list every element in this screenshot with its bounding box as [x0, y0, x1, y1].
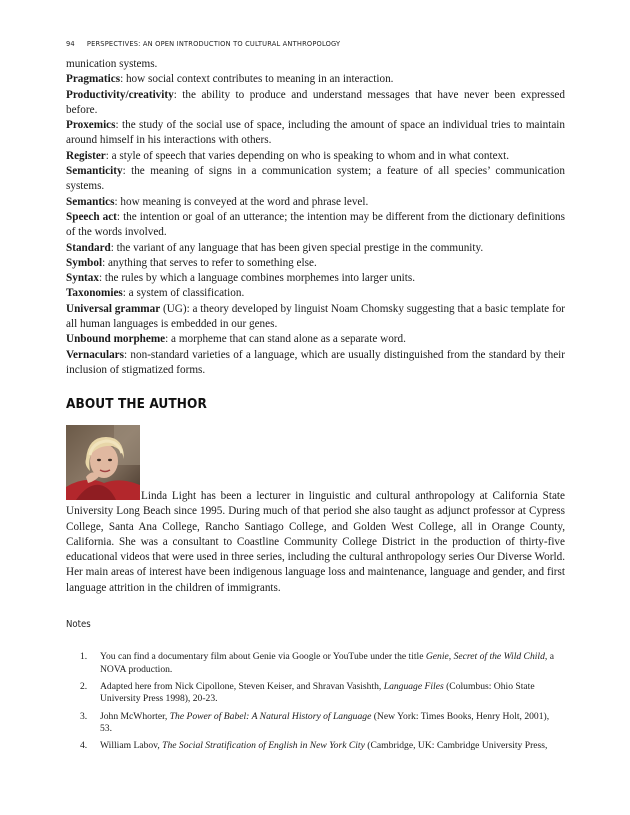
note-text: William Labov,: [100, 740, 163, 752]
note-item: [80, 651, 560, 676]
glossary-entry: [66, 302, 565, 333]
note-text: (New York: Times Books, Henry Holt, 2001), 53.: [100, 710, 550, 735]
glossary-definition: : the meaning of signs in a communication system; a feature of all species’ communication systems.: [66, 165, 565, 193]
glossary-list: [66, 57, 565, 378]
glossary-definition: : the ability to produce and understand messages that have never been expressed before.: [66, 88, 565, 116]
glossary-entry: [66, 271, 565, 286]
glossary-term: Universal grammar: [66, 302, 161, 315]
note-item: [80, 681, 560, 706]
glossary-definition: : the variant of any language that has been given special prestige in the community.: [110, 241, 484, 254]
glossary-entry: [66, 57, 565, 72]
about-author-heading: ABOUT THE AUTHOR: [66, 396, 207, 412]
notes-label: Notes: [66, 619, 91, 630]
note-title: The Power of Babel: A Natural History of Language: [169, 710, 372, 722]
glossary-term: Semantics: [66, 195, 115, 208]
glossary-term: Speech act: [66, 210, 117, 223]
glossary-entry: [66, 164, 565, 195]
glossary-entry: [66, 348, 565, 379]
note-title: The Social Stratification of English in New York City: [162, 740, 365, 752]
notes-list: [80, 651, 560, 758]
glossary-term: Pragmatics: [66, 73, 121, 86]
glossary-definition: : a style of speech that varies depending on who is speaking to whom and in what context.: [105, 149, 510, 162]
glossary-entry: [66, 256, 565, 271]
note-text: (Columbus: Ohio State University Press 1998), 20-23.: [100, 680, 535, 705]
note-text: You can find a documentary film about Genie via Google or YouTube under the title: [100, 651, 426, 662]
glossary-term: Semanticity: [66, 165, 123, 178]
glossary-term: Unbound morpheme: [66, 333, 166, 346]
glossary-entry: [66, 88, 565, 119]
page-number: 94: [66, 39, 75, 48]
glossary-definition: : the rules by which a language combines morphemes into larger units.: [98, 272, 416, 285]
note-title: Genie, Secret of the Wild Child: [425, 651, 545, 662]
author-bio: [66, 489, 565, 596]
glossary-definition: : the intention or goal of an utterance; the intention may be different from the dictionary definitions of the words involved.: [66, 210, 565, 239]
author-bio-text: Linda Light has been a lecturer in linguistic and cultural anthropology at California State University Long Beach since 1995. During much of that period she also taught as adjunct professor at Cypress College, Santa Ana College, Rancho Santiago College, and Golden West College, all in Orange County, California. She was a consultant to Coastline Community College District in the production of thirty-five educational videos that were used in three series, including the cultural anthropology series Our Diverse World. Her main areas of interest have been indigenous language loss and maintenance, language and gender, and first language attrition in the children of immigrants.: [66, 490, 565, 594]
note-text: , a NOVA production.: [100, 651, 554, 675]
glossary-entry: [66, 149, 565, 164]
glossary-entry: [66, 118, 565, 149]
glossary-entry: [66, 195, 565, 210]
glossary-definition: (UG): a theory developed by linguist Noam Chomsky suggesting that a basic template for all human languages is embedded in our genes.: [66, 302, 566, 331]
glossary-entry: [66, 210, 565, 241]
note-number: 2.: [80, 680, 88, 692]
note-text: John McWhorter,: [100, 710, 170, 722]
glossary-definition: munication systems.: [66, 58, 158, 70]
note-number: 3.: [80, 710, 88, 722]
glossary-term: Vernaculars: [66, 348, 125, 361]
glossary-term: Standard: [66, 241, 111, 254]
note-item: [80, 740, 560, 753]
glossary-term: Register: [66, 149, 106, 162]
running-head: [66, 39, 340, 48]
glossary-definition: : anything that serves to refer to something else.: [102, 256, 317, 269]
glossary-term: Proxemics: [66, 119, 116, 132]
glossary-term: Syntax: [66, 272, 99, 285]
glossary-entry: [66, 286, 565, 301]
note-text: (Cambridge, UK: Cambridge University Press,: [364, 740, 548, 752]
glossary-entry: [66, 332, 565, 347]
glossary-definition: : a morpheme that can stand alone as a separate word.: [165, 333, 406, 346]
glossary-definition: : the study of the social use of space, including the amount of space an individual tries to maintain around himself in his interactions with others.: [66, 119, 565, 147]
glossary-term: Symbol: [66, 256, 103, 269]
glossary-term: Productivity/creativity: [66, 88, 174, 101]
glossary-definition: : how meaning is conveyed at the word and phrase level.: [114, 195, 369, 208]
note-title: Language Files: [383, 680, 444, 692]
note-number: 1.: [80, 651, 88, 662]
book-title: PERSPECTIVES: AN OPEN INTRODUCTION TO CULTURAL ANTHROPOLOGY: [86, 39, 341, 48]
glossary-entry: [66, 241, 565, 256]
glossary-definition: : a system of classification.: [122, 287, 245, 300]
glossary-entry: [66, 72, 565, 87]
note-item: [80, 711, 560, 736]
glossary-definition: : how social context contributes to meaning in an interaction.: [120, 73, 394, 86]
glossary-definition: : non-standard varieties of a language, which are usually distinguished from the standard by their inclusion of stigmatized forms.: [66, 348, 565, 376]
note-number: 4.: [80, 740, 88, 752]
glossary-term: Taxonomies: [66, 287, 123, 300]
note-text: Adapted here from Nick Cipollone, Steven Keiser, and Shravan Vasishth,: [100, 680, 384, 692]
